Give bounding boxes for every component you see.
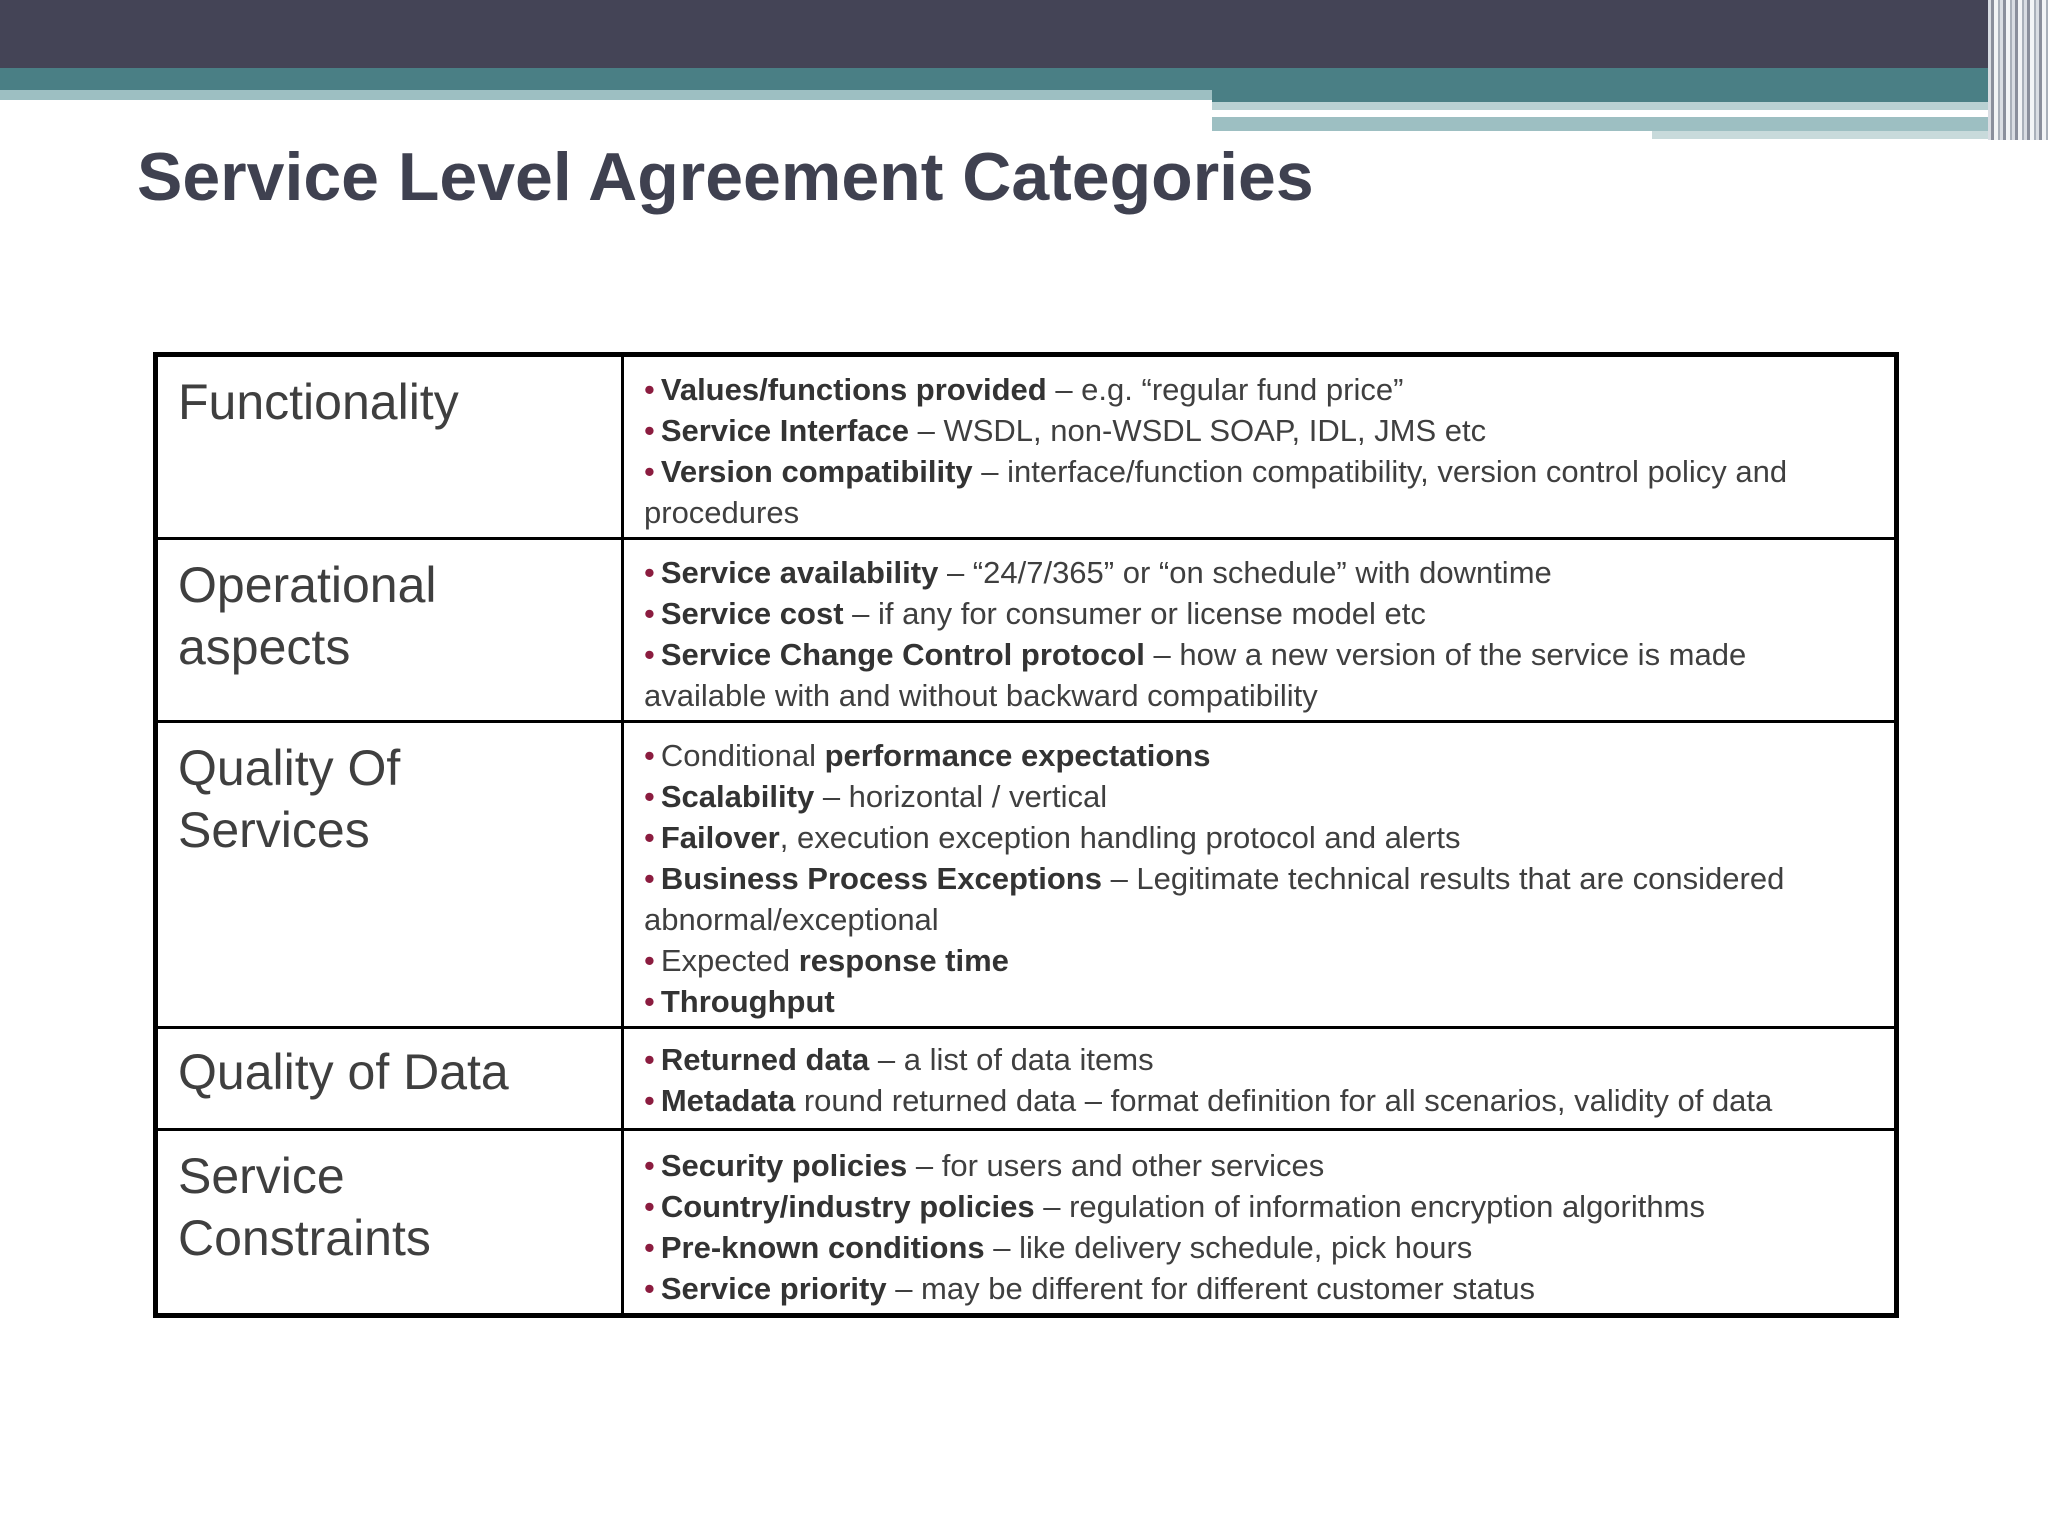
category-cell xyxy=(156,539,623,722)
bullet-icon: • xyxy=(644,1042,655,1077)
bullet-icon: • xyxy=(644,738,655,773)
list-item: • Failover, execution exception handling protocol and alerts xyxy=(644,820,1461,855)
category-cell xyxy=(156,1028,623,1130)
details-cell xyxy=(623,1028,1897,1130)
bullet-icon: • xyxy=(644,413,655,448)
list-item: • Service priority – may be different for different customer status xyxy=(644,1271,1536,1306)
slide-title: Service Level Agreement Categories xyxy=(137,139,1314,215)
header-right-light-band-lower xyxy=(1212,117,2048,131)
bullet-icon: • xyxy=(644,984,655,1019)
header-bar xyxy=(0,0,2048,68)
list-item: • Conditional performance expectations xyxy=(644,738,1211,773)
table-row xyxy=(156,539,1897,722)
details-cell xyxy=(623,1130,1897,1316)
bullet-icon: • xyxy=(644,1148,655,1183)
bullet-icon: • xyxy=(644,454,655,489)
table-row xyxy=(156,1028,1897,1130)
category-label: Quality of Data xyxy=(178,1044,509,1100)
header-edge-stripes xyxy=(1988,0,2048,140)
bullet-icon: • xyxy=(644,1083,655,1118)
list-item: • Service cost – if any for consumer or license model etc xyxy=(644,596,1426,631)
details-cell xyxy=(623,539,1897,722)
header-right-light-band xyxy=(1212,102,2048,110)
bullet-icon: • xyxy=(644,820,655,855)
sla-categories-table xyxy=(153,352,1899,1318)
category-label: Operational aspects xyxy=(178,557,437,675)
list-item: • Returned data – a list of data items xyxy=(644,1042,1154,1077)
list-item: • Service Change Control protocol – how a new version of the service is made available with and without backward compatibility xyxy=(644,637,1747,713)
list-item: • Throughput xyxy=(644,984,835,1019)
category-label: Service Constraints xyxy=(178,1148,431,1266)
category-label: Quality Of Services xyxy=(178,740,401,858)
bullet-icon: • xyxy=(644,943,655,978)
list-item: • Business Process Exceptions – Legitimate technical results that are considered abnormal/exceptional xyxy=(644,861,1785,937)
list-item: • Country/industry policies – regulation of information encryption algorithms xyxy=(644,1189,1705,1224)
list-item: • Version compatibility – interface/function compatibility, version control policy and procedures xyxy=(644,454,1788,530)
list-item: • Scalability – horizontal / vertical xyxy=(644,779,1108,814)
header-teal-band xyxy=(0,68,1212,90)
list-item: • Service availability – “24/7/365” or “on schedule” with downtime xyxy=(644,555,1552,590)
bullet-icon: • xyxy=(644,1189,655,1224)
list-item: • Values/functions provided – e.g. “regular fund price” xyxy=(644,372,1404,407)
list-item: • Expected response time xyxy=(644,943,1009,978)
bullet-icon: • xyxy=(644,372,655,407)
list-item: • Metadata round returned data – format definition for all scenarios, validity of data xyxy=(644,1083,1773,1118)
list-item: • Pre-known conditions – like delivery schedule, pick hours xyxy=(644,1230,1473,1265)
details-cell xyxy=(623,722,1897,1028)
table-row xyxy=(156,355,1897,539)
bullet-icon: • xyxy=(644,555,655,590)
header-teal-band-light xyxy=(0,90,1212,100)
bullet-icon: • xyxy=(644,1230,655,1265)
table-row xyxy=(156,1130,1897,1316)
bullet-icon: • xyxy=(644,637,655,672)
header-right-teal-band xyxy=(1212,68,2048,102)
header-right-light-band-short xyxy=(1652,131,2012,139)
list-item: • Service Interface – WSDL, non-WSDL SOAP, IDL, JMS etc xyxy=(644,413,1487,448)
category-cell xyxy=(156,1130,623,1316)
bullet-icon: • xyxy=(644,596,655,631)
category-cell xyxy=(156,355,623,539)
table-row xyxy=(156,722,1897,1028)
bullet-icon: • xyxy=(644,1271,655,1306)
bullet-icon: • xyxy=(644,861,655,896)
header-right-white-line xyxy=(1212,110,1897,117)
list-item: • Security policies – for users and other services xyxy=(644,1148,1325,1183)
bullet-icon: • xyxy=(644,779,655,814)
details-cell xyxy=(623,355,1897,539)
category-cell xyxy=(156,722,623,1028)
category-label: Functionality xyxy=(178,374,459,430)
